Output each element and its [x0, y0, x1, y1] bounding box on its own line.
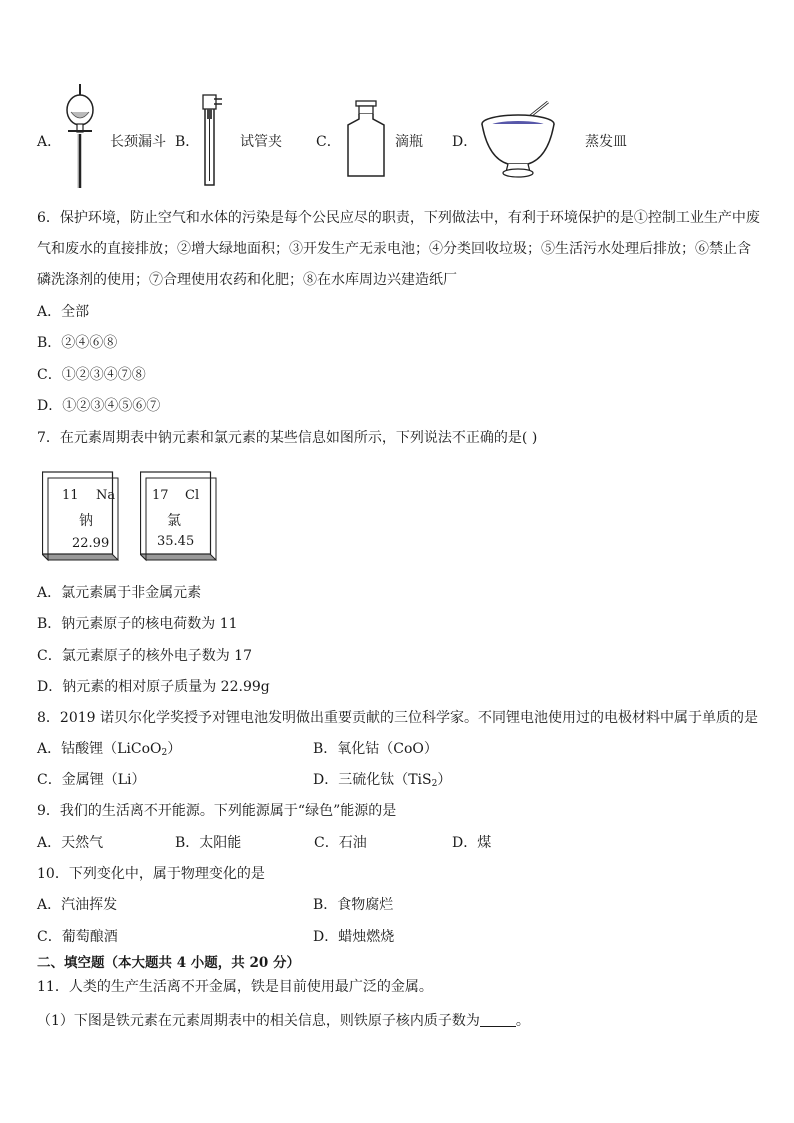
evaporating-dish-icon — [478, 98, 560, 180]
chlorine-name: 氯 — [167, 513, 181, 529]
q5-option-c-letter: C． — [316, 134, 341, 150]
q8-option-a-text: A．钴酸锂（LiCoO — [37, 741, 162, 757]
q9-option-c: C．石油 — [314, 835, 367, 851]
q8-option-b: B．氧化钴（CoO） — [313, 741, 438, 757]
q10-option-b: B．食物腐烂 — [313, 897, 394, 913]
q7-stem: 7．在元素周期表中钠元素和氯元素的某些信息如图所示，下列说法不正确的是( ) — [37, 430, 538, 446]
q7-option-a: A．氯元素属于非金属元素 — [37, 585, 202, 601]
q10-option-d: D．蜡烛燃烧 — [313, 929, 395, 945]
chlorine-element-card — [140, 470, 218, 562]
q9-option-b: B．太阳能 — [175, 835, 242, 851]
chlorine-atomic-number: 17 — [152, 488, 169, 503]
sodium-symbol: Na — [96, 488, 116, 503]
chlorine-atomic-mass: 35.45 — [157, 534, 195, 549]
q10-options-row-1 — [37, 894, 757, 914]
q5-option-c-label: 滴瓶 — [395, 134, 423, 150]
section-2-heading: 二、填空题（本大题共 4 小题，共 20 分） — [37, 955, 300, 971]
q9-stem: 9．我们的生活离不开能源。下列能源属于“绿色”能源的是 — [37, 803, 397, 819]
sodium-name: 钠 — [79, 513, 93, 529]
q5-option-a-letter: A． — [37, 134, 62, 150]
q8-option-d — [313, 769, 451, 789]
q7-option-d: D．钠元素的相对原子质量为 22.99g — [37, 679, 270, 695]
q11-part-1-end: 。 — [515, 1013, 530, 1029]
q8-option-d-subscript: 2 — [431, 779, 438, 789]
q6-option-a: A．全部 — [37, 304, 90, 320]
dropper-bottle-icon — [343, 99, 389, 179]
q8-option-d-close: ） — [437, 772, 452, 788]
q6-option-c: C．①②③④⑦⑧ — [37, 367, 146, 383]
q9-options-row — [37, 832, 757, 852]
q10-option-c: C．葡萄酿酒 — [37, 929, 118, 945]
q7-option-b: B．钠元素原子的核电荷数为 11 — [37, 616, 238, 632]
long-neck-funnel-icon — [60, 82, 100, 192]
q5-option-d-label: 蒸发皿 — [585, 134, 627, 150]
q5-option-b-letter: B． — [175, 134, 200, 150]
test-tube-holder-icon — [197, 93, 227, 188]
q9-option-d: D．煤 — [452, 835, 492, 851]
q8-option-a-subscript: 2 — [161, 748, 168, 758]
sodium-atomic-mass: 22.99 — [72, 536, 110, 551]
q10-option-a: A．汽油挥发 — [37, 897, 118, 913]
chlorine-symbol: Cl — [185, 488, 200, 503]
q8-stem: 8．2019 诺贝尔化学奖授予对锂电池发明做出重要贡献的三位科学家。不同锂电池使用过的电极材料中属于单质的是 — [37, 710, 758, 726]
q8-option-a-close: ） — [167, 741, 182, 757]
q11-stem: 11．人类的生产生活离不开金属，铁是目前使用最广泛的金属。 — [37, 979, 433, 995]
q8-option-d-text: D．三硫化钛（TiS — [313, 772, 432, 788]
q6-option-b: B．②④⑥⑧ — [37, 335, 118, 351]
sodium-atomic-number: 11 — [62, 488, 79, 503]
q5-option-a-label: 长颈漏斗 — [110, 134, 166, 150]
q6-stem-line-3: 磷洗涤剂的使用；⑦合理使用农药和化肥；⑧在水库周边兴建造纸厂 — [37, 272, 457, 288]
q8-options-row-2 — [37, 769, 757, 789]
q11-part-1 — [37, 1010, 530, 1030]
q9-option-a: A．天然气 — [37, 835, 104, 851]
q7-option-c: C．氯元素原子的核外电子数为 17 — [37, 648, 252, 664]
q10-options-row-2 — [37, 926, 757, 946]
sodium-element-card — [42, 470, 120, 562]
q6-option-d: D．①②③④⑤⑥⑦ — [37, 398, 161, 414]
q11-answer-blank[interactable] — [480, 1012, 516, 1027]
q5-option-b-label: 试管夹 — [240, 134, 282, 150]
q10-stem: 10．下列变化中，属于物理变化的是 — [37, 866, 265, 882]
q6-stem-line-1: 6．保护环境，防止空气和水体的污染是每个公民应尽的职责，下列做法中，有利于环境保护的是①控制工业生产中废 — [37, 210, 760, 226]
q8-option-a — [37, 738, 181, 758]
q11-part-1-text: （1）下图是铁元素在元素周期表中的相关信息，则铁原子核内质子数为 — [37, 1013, 480, 1029]
q8-option-c: C．金属锂（Li） — [37, 772, 146, 788]
q6-stem-line-2: 气和废水的直接排放；②增大绿地面积；③开发生产无汞电池；④分类回收垃圾；⑤生活污水处理后排放；⑥禁止含 — [37, 241, 751, 257]
q5-option-d-letter: D． — [452, 134, 478, 150]
q8-options-row-1 — [37, 738, 757, 758]
